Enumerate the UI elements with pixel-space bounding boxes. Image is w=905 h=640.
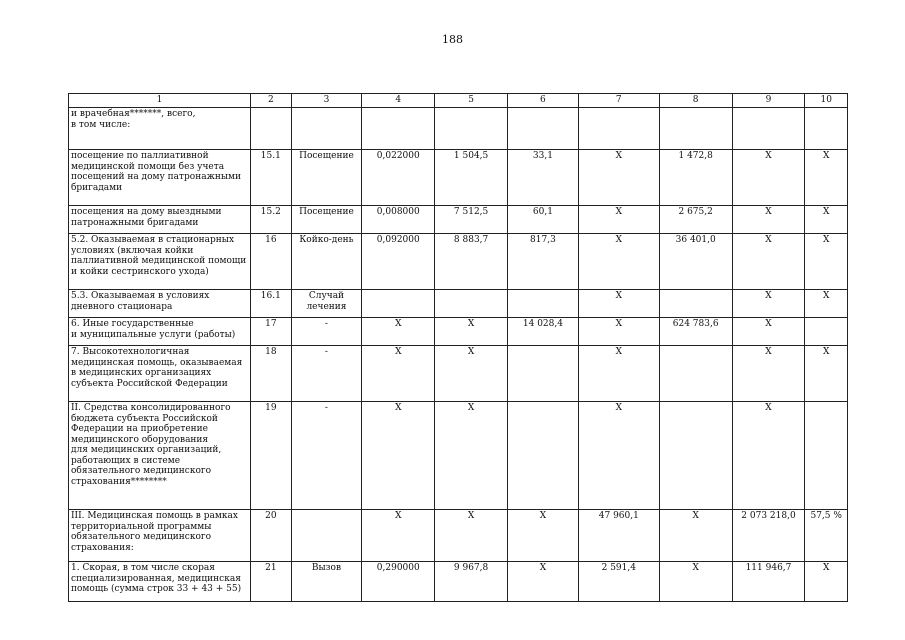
table-cell: 2 591,4 xyxy=(578,562,659,602)
table-cell: 16 xyxy=(251,234,291,290)
table-cell xyxy=(578,108,659,150)
table-cell xyxy=(291,108,362,150)
table-cell: 20 xyxy=(251,510,291,562)
table-cell: 60,1 xyxy=(508,206,579,234)
table-cell: 5.2. Оказываемая в стационарных условиях (включая койки паллиативной медицинской помощи и койки сестринского ухода) xyxy=(69,234,251,290)
table-cell: 7 512,5 xyxy=(435,206,508,234)
table-cell: 14 028,4 xyxy=(508,318,579,346)
header-cell: 1 xyxy=(69,94,251,108)
table-cell xyxy=(362,108,435,150)
table-cell: Вызов xyxy=(291,562,362,602)
table-row xyxy=(69,150,848,206)
table-cell: 15.1 xyxy=(251,150,291,206)
header-cell: 4 xyxy=(362,94,435,108)
table-cell: 18 xyxy=(251,346,291,402)
table-cell: III. Медицинская помощь в рамках территориальной программы обязательного медицинского страхования: xyxy=(69,510,251,562)
table-cell xyxy=(508,346,579,402)
table-cell: 47 960,1 xyxy=(578,510,659,562)
header-cell: 3 xyxy=(291,94,362,108)
table-row xyxy=(69,206,848,234)
table-cell: 0,290000 xyxy=(362,562,435,602)
table-cell xyxy=(805,318,848,346)
table-cell: 8 883,7 xyxy=(435,234,508,290)
table-cell: 2 675,2 xyxy=(659,206,732,234)
table-cell: X xyxy=(435,318,508,346)
header-cell: 2 xyxy=(251,94,291,108)
table-cell: X xyxy=(435,346,508,402)
table-cell xyxy=(508,108,579,150)
table-cell: X xyxy=(578,150,659,206)
table-cell: X xyxy=(362,510,435,562)
table-cell xyxy=(251,108,291,150)
table-cell: X xyxy=(659,562,732,602)
table-cell: X xyxy=(508,510,579,562)
table-cell: 33,1 xyxy=(508,150,579,206)
table-cell: X xyxy=(732,402,805,510)
table-cell: посещения на дому выездными патронажными бригадами xyxy=(69,206,251,234)
table-cell xyxy=(732,108,805,150)
table-cell: Случай лечения xyxy=(291,290,362,318)
table-cell: 17 xyxy=(251,318,291,346)
table-cell: X xyxy=(435,402,508,510)
table-cell: X xyxy=(732,150,805,206)
table-cell: и врачебная*******, всего, в том числе: xyxy=(69,108,251,150)
header-cell: 5 xyxy=(435,94,508,108)
table-cell: X xyxy=(362,402,435,510)
table-cell xyxy=(508,402,579,510)
table-cell: 5.3. Оказываемая в условиях дневного стационара xyxy=(69,290,251,318)
table-cell: X xyxy=(508,562,579,602)
table-cell xyxy=(435,290,508,318)
table-cell: X xyxy=(805,562,848,602)
table-cell: 6. Иные государственные и муниципальные услуги (работы) xyxy=(69,318,251,346)
table-cell: - xyxy=(291,318,362,346)
table-cell: 9 967,8 xyxy=(435,562,508,602)
table-cell: Посещение xyxy=(291,150,362,206)
header-row xyxy=(69,94,848,108)
table-cell: 1. Скорая, в том числе скорая специализированная, медицинская помощь (сумма строк 33 + 43 + 55) xyxy=(69,562,251,602)
header-cell: 8 xyxy=(659,94,732,108)
table-cell: Койко-день xyxy=(291,234,362,290)
table-cell: 817,3 xyxy=(508,234,579,290)
table-cell: II. Средства консолидированного бюджета субъекта Российской Федерации на приобретение медицинского оборудования для медицинских организаций, работающих в системе обязательного медицинского страхования******** xyxy=(69,402,251,510)
table-cell: X xyxy=(362,318,435,346)
table-cell: посещение по паллиативной медицинской помощи без учета посещений на дому патронажными бригадами xyxy=(69,150,251,206)
table-cell: 111 946,7 xyxy=(732,562,805,602)
table-cell: X xyxy=(578,402,659,510)
table-cell: X xyxy=(805,150,848,206)
table-row xyxy=(69,510,848,562)
table-cell: X xyxy=(732,234,805,290)
data-table xyxy=(68,93,848,602)
table-cell: - xyxy=(291,346,362,402)
table-cell xyxy=(659,402,732,510)
table-row xyxy=(69,562,848,602)
table-cell xyxy=(805,108,848,150)
page-number: 188 xyxy=(442,33,463,46)
table-cell: - xyxy=(291,402,362,510)
table-cell: X xyxy=(578,206,659,234)
table-cell: 1 472,8 xyxy=(659,150,732,206)
table-cell: X xyxy=(659,510,732,562)
table-cell: 19 xyxy=(251,402,291,510)
table-cell xyxy=(805,402,848,510)
table-cell: X xyxy=(435,510,508,562)
table-cell: 0,092000 xyxy=(362,234,435,290)
header-cell: 7 xyxy=(578,94,659,108)
table-row xyxy=(69,234,848,290)
table-cell: X xyxy=(805,290,848,318)
table-cell: X xyxy=(578,346,659,402)
header-cell: 9 xyxy=(732,94,805,108)
header-cell: 6 xyxy=(508,94,579,108)
table-cell: X xyxy=(578,234,659,290)
table-cell: 16.1 xyxy=(251,290,291,318)
table-row xyxy=(69,108,848,150)
table-cell: 7. Высокотехнологичная медицинская помощь, оказываемая в медицинских организациях субъекта Российской Федерации xyxy=(69,346,251,402)
table-cell: 2 073 218,0 xyxy=(732,510,805,562)
header-cell: 10 xyxy=(805,94,848,108)
table-cell: X xyxy=(578,318,659,346)
table-cell: X xyxy=(732,290,805,318)
table-cell: X xyxy=(362,346,435,402)
table-cell: 21 xyxy=(251,562,291,602)
table-cell: 0,008000 xyxy=(362,206,435,234)
table-cell: 57,5 % xyxy=(805,510,848,562)
table-cell: X xyxy=(805,206,848,234)
table-cell: X xyxy=(805,234,848,290)
table-cell xyxy=(659,108,732,150)
table-cell: X xyxy=(732,318,805,346)
table-cell xyxy=(659,346,732,402)
table-cell: 36 401,0 xyxy=(659,234,732,290)
table-cell xyxy=(435,108,508,150)
table-row xyxy=(69,346,848,402)
table-cell: 15.2 xyxy=(251,206,291,234)
table-cell: X xyxy=(578,290,659,318)
table-row xyxy=(69,290,848,318)
table-cell: X xyxy=(732,346,805,402)
table-cell xyxy=(362,290,435,318)
table-cell: X xyxy=(732,206,805,234)
table-cell: 0,022000 xyxy=(362,150,435,206)
table-cell: Посещение xyxy=(291,206,362,234)
table-row xyxy=(69,402,848,510)
table-cell xyxy=(659,290,732,318)
table-cell: 624 783,6 xyxy=(659,318,732,346)
table-cell xyxy=(508,290,579,318)
table-row xyxy=(69,318,848,346)
table-cell: X xyxy=(805,346,848,402)
table-cell xyxy=(291,510,362,562)
table-cell: 1 504,5 xyxy=(435,150,508,206)
